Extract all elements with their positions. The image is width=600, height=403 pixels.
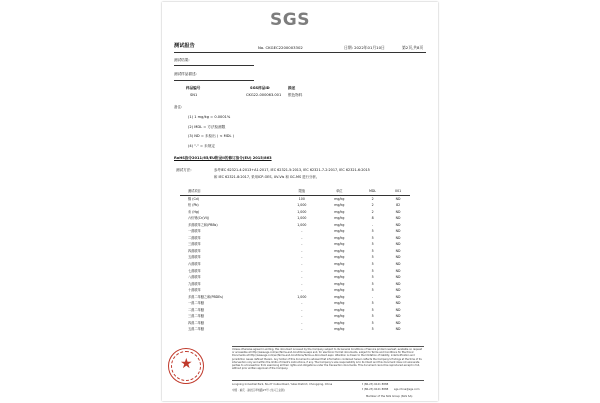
cell-result-001: ND bbox=[395, 248, 401, 253]
cell-test-item: 多溴二苯醚之和(PBDEs) bbox=[188, 294, 224, 299]
cell-unit: mg/kg bbox=[334, 222, 345, 227]
cell-result-001: ND bbox=[395, 235, 401, 240]
cell-result-001: ND bbox=[395, 281, 401, 286]
report-title: 测试报告 bbox=[174, 43, 195, 49]
address-en: Longxing Industrial Park, No.27 Cuibai Road, Yubei District, Chongqing, China bbox=[232, 383, 333, 386]
cell-result-001: ND bbox=[395, 320, 401, 325]
cell-limit: - bbox=[301, 275, 303, 280]
sample-header-desc: 描述 bbox=[288, 86, 296, 90]
cell-mdl: 5 bbox=[371, 307, 374, 312]
cell-limit: - bbox=[301, 307, 303, 312]
cell-test-item: 四溴联苯 bbox=[188, 248, 201, 253]
cell-unit: mg/kg bbox=[334, 216, 345, 221]
cell-unit: mg/kg bbox=[334, 294, 345, 299]
cell-test-item: 四溴二苯醚 bbox=[188, 320, 204, 325]
cell-mdl: 2 bbox=[371, 196, 374, 201]
cell-mdl: 5 bbox=[371, 255, 374, 260]
cell-unit: mg/kg bbox=[334, 320, 345, 325]
cell-unit: mg/kg bbox=[334, 307, 345, 312]
cell-limit: - bbox=[301, 235, 303, 240]
cell-limit: - bbox=[301, 268, 303, 273]
cell-mdl: 5 bbox=[371, 275, 374, 280]
cell-result-001: ND bbox=[395, 255, 401, 260]
cell-limit: - bbox=[301, 242, 303, 247]
test-result-rule bbox=[174, 65, 254, 66]
cell-mdl: 5 bbox=[371, 235, 374, 240]
note-2: (2) MDL = 方法检测限 bbox=[188, 125, 226, 129]
cell-unit: mg/kg bbox=[334, 248, 345, 253]
cell-result-001: ND bbox=[395, 327, 401, 332]
notes-label: 备注: bbox=[174, 105, 183, 109]
cell-mdl: 2 bbox=[371, 209, 374, 214]
cell-result-001: ND bbox=[395, 294, 401, 299]
cell-mdl: 5 bbox=[371, 314, 374, 319]
cell-limit: - bbox=[301, 229, 303, 234]
cell-test-item: 七溴联苯 bbox=[188, 268, 201, 273]
cell-limit: - bbox=[301, 320, 303, 325]
cell-limit: - bbox=[301, 248, 303, 253]
cell-test-item: 十溴联苯 bbox=[188, 288, 201, 293]
method-line-1: 参考IEC 62321-4:2013+A1:2017, IEC 62321-5:2013, IEC 62321-7-2:2017, IEC 62321-6:2015 bbox=[214, 168, 370, 172]
cell-limit: 100 bbox=[298, 196, 305, 201]
cell-result-001: ND bbox=[395, 222, 401, 227]
cell-unit: mg/kg bbox=[334, 235, 345, 240]
cell-unit: mg/kg bbox=[334, 281, 345, 286]
cell-result-001: ND bbox=[395, 301, 401, 306]
cell-mdl: - bbox=[372, 294, 374, 299]
footer-terms: Unless otherwise agreed in writing, this document is issued by the Company subject to its General Conditions of Service printed overleaf, available on request or accessible at http://www.sgs.com/en/Terms-and-Conditions.aspx and, for electronic format documents, subject to Terms and Conditions for Electronic Documents at http://www.sgs.com/en/Terms-and-Conditions/Terms-e-Document.aspx. Attention is drawn to the limitation of liability, indemnification and jurisdiction issues defined therein. Any holder of this document is advised that information contained hereon reflects the Company's findings at the time of its intervention only and within the limits of Client's instructions, if any. The Company's sole responsibility is to its Client and this document does not exonerate parties to a transaction from exercising all their rights and obligations under the transaction documents. This document cannot be reproduced except in full, without prior written approval of the Company. bbox=[232, 348, 422, 371]
cell-limit: - bbox=[301, 327, 303, 332]
rohs-title: RoHS指令2011/65/EU附录II的修订指令(EU) 2015/863 bbox=[174, 156, 272, 160]
address-cn: 中国 · 重庆 · 渝北区翠柏路27号 (龙兴工业园) bbox=[232, 389, 285, 392]
cell-test-item: 铅 (Pb) bbox=[188, 203, 199, 208]
cell-unit: mg/kg bbox=[334, 203, 345, 208]
cell-test-item: 六价铬(Cr(VI)) bbox=[188, 216, 210, 221]
cell-result-001: ND bbox=[395, 242, 401, 247]
cell-unit: mg/kg bbox=[334, 268, 345, 273]
cell-result-001: ND bbox=[395, 307, 401, 312]
report-number: No. CKGEC2200003302 bbox=[258, 45, 303, 50]
cell-test-item: 二溴联苯 bbox=[188, 235, 201, 240]
cell-limit: - bbox=[301, 261, 303, 266]
cell-mdl: 5 bbox=[371, 288, 374, 293]
cell-test-item: 九溴联苯 bbox=[188, 281, 201, 286]
cell-mdl: 5 bbox=[371, 248, 374, 253]
header-rule bbox=[174, 52, 426, 53]
member-line: Member of the SGS Group (SGS SA) bbox=[366, 395, 413, 398]
cell-result-001: ND bbox=[395, 261, 401, 266]
cell-limit: 1,000 bbox=[297, 203, 307, 208]
cell-unit: mg/kg bbox=[334, 314, 345, 319]
cell-unit: mg/kg bbox=[334, 196, 345, 201]
cell-test-item: 五溴二苯醚 bbox=[188, 327, 204, 332]
cell-test-item: 镉 (Cd) bbox=[188, 196, 199, 201]
cell-limit: 1,000 bbox=[297, 294, 307, 299]
cell-test-item: 六溴联苯 bbox=[188, 261, 201, 266]
cell-result-001: ND bbox=[395, 196, 401, 201]
cell-result-001: ND bbox=[395, 288, 401, 293]
sample-id: CKG22-000063.001 bbox=[246, 93, 282, 97]
results-table bbox=[180, 188, 410, 333]
phone-2: t (86-23) 6121 8888 bbox=[362, 388, 389, 391]
cell-test-item: 多溴联苯之和(PBBs) bbox=[188, 222, 218, 227]
cell-mdl: 5 bbox=[371, 268, 374, 273]
cell-limit: - bbox=[301, 288, 303, 293]
sample-desc: 银色物料 bbox=[288, 93, 303, 97]
method-label: 测试方法: bbox=[176, 168, 192, 172]
cell-mdl: 8 bbox=[371, 216, 374, 221]
cell-result-001: ND bbox=[395, 209, 401, 214]
star-icon: ★ bbox=[180, 356, 193, 372]
col-limit: 限值 bbox=[284, 188, 320, 195]
cell-limit: - bbox=[301, 301, 303, 306]
cell-unit: mg/kg bbox=[334, 301, 345, 306]
page-number: 第2页,共8页 bbox=[402, 45, 424, 50]
sgs-logo: SGS bbox=[270, 10, 310, 30]
cell-mdl: 5 bbox=[371, 229, 374, 234]
test-result-label: 测试结果: bbox=[174, 58, 190, 62]
cell-result-001: ND bbox=[395, 268, 401, 273]
method-line-2: 和 IEC 62321-8:2017, 采用ICP-OES, UV-Vis 和 GC-MS 进行分析。 bbox=[214, 175, 320, 179]
cell-result-001: ND bbox=[395, 229, 401, 234]
col-mdl: MDL bbox=[359, 188, 386, 195]
cell-limit: - bbox=[301, 281, 303, 286]
cell-mdl: 5 bbox=[371, 327, 374, 332]
cell-unit: mg/kg bbox=[334, 288, 345, 293]
cell-mdl: - bbox=[372, 222, 374, 227]
cell-test-item: 汞 (Hg) bbox=[188, 209, 200, 214]
cell-test-item: 五溴联苯 bbox=[188, 255, 201, 260]
cell-test-item: 二溴二苯醚 bbox=[188, 307, 204, 312]
sgs-seal bbox=[168, 348, 204, 384]
cell-result-001: ND bbox=[395, 314, 401, 319]
sample-description-label: 测试样品描述: bbox=[174, 72, 197, 76]
sample-description-rule bbox=[174, 80, 254, 81]
cell-limit: - bbox=[301, 314, 303, 319]
table-row bbox=[180, 195, 410, 202]
report-page bbox=[162, 2, 438, 401]
col-test-item: 测试项目 bbox=[180, 188, 284, 195]
cell-unit: mg/kg bbox=[334, 255, 345, 260]
results-header-row bbox=[180, 188, 410, 195]
cell-test-item: 一溴联苯 bbox=[188, 229, 201, 234]
email: sgs.china@sgs.com bbox=[394, 388, 420, 391]
cell-unit: mg/kg bbox=[334, 327, 345, 332]
table-row bbox=[180, 326, 410, 333]
cell-result-001: 82 bbox=[396, 203, 401, 208]
sample-no: SN1 bbox=[190, 93, 198, 97]
cell-mdl: 5 bbox=[371, 261, 374, 266]
note-1: (1) 1 mg/kg = 0.0001% bbox=[188, 115, 231, 119]
cell-unit: mg/kg bbox=[334, 275, 345, 280]
cell-test-item: 三溴二苯醚 bbox=[188, 314, 204, 319]
col-unit: 单位 bbox=[320, 188, 359, 195]
cell-unit: mg/kg bbox=[334, 242, 345, 247]
cell-limit: - bbox=[301, 255, 303, 260]
cell-mdl: 5 bbox=[371, 320, 374, 325]
cell-limit: 1,000 bbox=[297, 222, 307, 227]
cell-limit: 1,000 bbox=[297, 209, 307, 214]
report-date: 日期: 2022年01月10日 bbox=[344, 45, 385, 50]
cell-test-item: 八溴联苯 bbox=[188, 275, 201, 280]
cell-mdl: 5 bbox=[371, 301, 374, 306]
sample-header-id: SGS样品ID bbox=[250, 86, 270, 90]
cell-test-item: 一溴二苯醚 bbox=[188, 301, 204, 306]
phone-1: t (86-23) 6121 8888 bbox=[362, 383, 389, 386]
note-4: (4) "-" = 未规定 bbox=[188, 144, 215, 148]
cell-test-item: 三溴联苯 bbox=[188, 242, 201, 247]
cell-mdl: 5 bbox=[371, 242, 374, 247]
cell-result-001: ND bbox=[395, 275, 401, 280]
sample-header-no: 样品编号 bbox=[186, 86, 201, 90]
note-3: (3) ND = 未检出 ( < MDL ) bbox=[188, 134, 235, 138]
cell-unit: mg/kg bbox=[334, 261, 345, 266]
cell-mdl: 5 bbox=[371, 281, 374, 286]
col-sample-001: 001 bbox=[386, 188, 410, 195]
cell-unit: mg/kg bbox=[334, 229, 345, 234]
cell-unit: mg/kg bbox=[334, 209, 345, 214]
cell-result-001: ND bbox=[395, 216, 401, 221]
cell-mdl: 2 bbox=[371, 203, 374, 208]
cell-limit: 1,000 bbox=[297, 216, 307, 221]
